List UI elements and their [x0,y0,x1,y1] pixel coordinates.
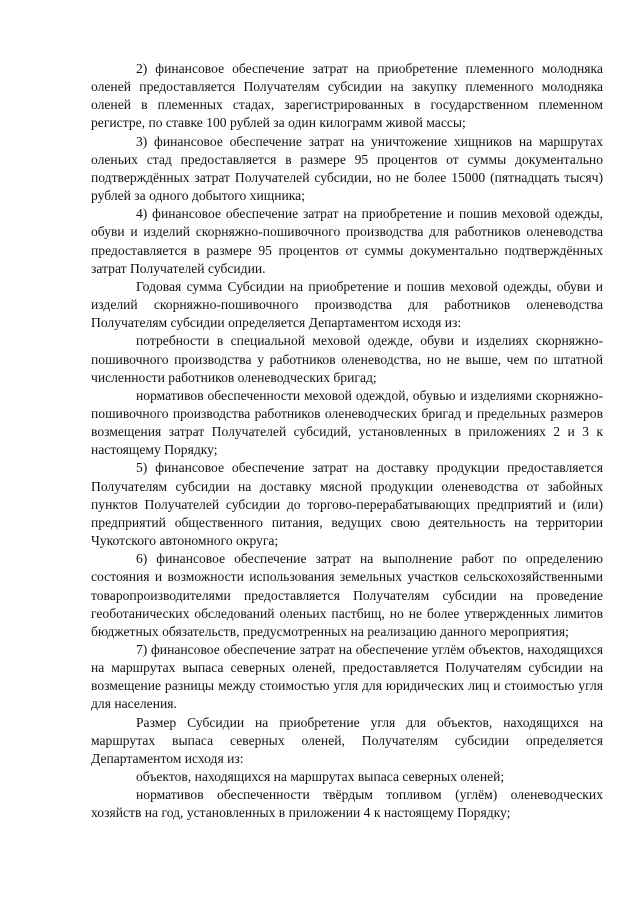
paragraph-item-4-fur-clothing: 4) финансовое обеспечение затрат на приобретение и пошив меховой одежды, обуви и изделий скорняжно-пошивочного производства для работников оленеводства предоставляется в размере 95 процентов от суммы документально подтверждённых затрат Получателей субсидии. [91,206,603,276]
paragraph-item-7-coal: 7) финансовое обеспечение затрат на обеспечение углём объектов, находящихся на маршрутах выпаса северных оленей, предоставляется Получателям субсидии на возмещение разницы между стоимостью угля для юридических лиц и стоимостью угля для населения. [91,642,603,712]
paragraph-item-5-delivery: 5) финансовое обеспечение затрат на доставку продукции предоставляется Получателям субсидии на доставку мясной продукции оленеводства от забойных пунктов Получателей субсидии до торгово-перерабатывающих предприятий и (или) предприятий общественного питания, ведущих свою деятельность на территории Чукотского автономного округа; [91,460,603,549]
paragraph-item-2-breeding-stock: 2) финансовое обеспечение затрат на приобретение племенного молодняка оленей предоставляется Получателям субсидии на закупку племенного молодняка оленей в племенных стадах, зарегистрированных в государственном племенном регистре, по ставке 100 рублей за один килограмм живой массы; [91,61,603,131]
paragraph-standards-clause: нормативов обеспеченности меховой одеждой, обувью и изделиями скорняжно-пошивочного производства работников оленеводческих бригад и предельных размеров возмещения затрат Получателей субсидий, установленных в приложениях 2 и 3 к настоящему Порядку; [91,387,603,458]
paragraph-item-6-land-survey: 6) финансовое обеспечение затрат на выполнение работ по определению состояния и возможности использования земельных участков сельскохозяйственными товаропроизводителями предоставляется Получателям субсидии на проведение геоботанических обследований оленьих пастбищ, но не более утвержденных лимитов бюджетных обязательств, предусмотренных на реализацию данного мероприятия; [91,551,603,639]
paragraph-fuel-standards-clause: нормативов обеспеченности твёрдым топливом (углём) оленеводческих хозяйств на год, установленных в приложении 4 к настоящему Порядку; [91,787,603,821]
document-body [91,60,603,823]
paragraph-item-3-predators: 3) финансовое обеспечение затрат на уничтожение хищников на маршрутах оленьих стад предоставляется в размере 95 процентов от суммы документально подтверждённых затрат Получателей субсидии, но не более 15000 (пятнадцать тысяч) рублей за одного добытого хищника; [91,133,603,204]
paragraph-annual-subsidy: Годовая сумма Субсидии на приобретение и пошив меховой одежды, обуви и изделий скорняжно-пошивочного производства для работников оленеводства Получателям субсидии определяется Департаментом исходя из: [91,278,603,331]
paragraph-objects-clause: объектов, находящихся на маршрутах выпаса северных оленей; [136,769,505,785]
paragraph-coal-subsidy-size: Размер Субсидии на приобретение угля для объектов, находящихся на маршрутах выпаса северных оленей, Получателям субсидии определяется Департаментом исходя из: [91,714,603,766]
paragraph-needs-clause: потребности в специальной меховой одежде, обуви и изделиях скорняжно-пошивочного производства у работников оленеводства, но не выше, чем по штатной численности работников оленеводческих бригад; [91,333,603,385]
